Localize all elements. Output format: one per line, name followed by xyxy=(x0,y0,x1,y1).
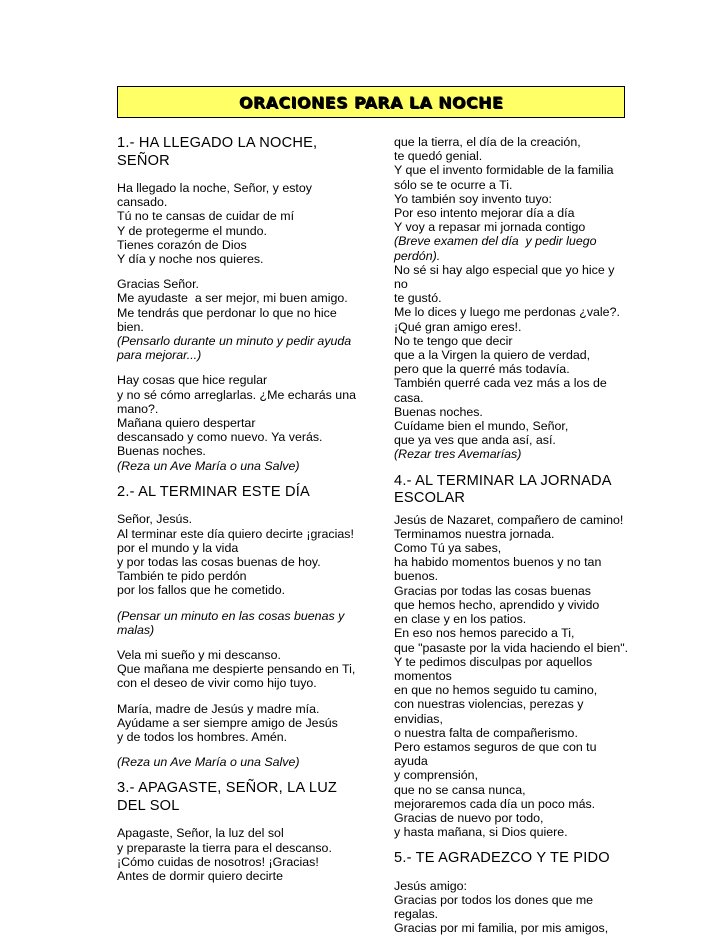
prayer-line: Gracias de nuevo por todo, xyxy=(394,810,544,825)
prayer-line: casa. xyxy=(394,390,424,405)
prayer-instruction: perdón). xyxy=(394,248,441,263)
paragraph-gap xyxy=(117,170,365,181)
prayer-line: Por eso intento mejorar día a día xyxy=(394,206,575,221)
prayer-instruction: malas) xyxy=(117,622,155,637)
section-heading: ESCOLAR xyxy=(394,490,466,507)
prayer-line: que ya ves que anda así, así. xyxy=(394,433,556,448)
prayer-line: con el deseo de vivir como hijo tuyo. xyxy=(117,676,317,691)
prayer-line: por los fallos que he cometido. xyxy=(117,583,286,598)
prayer-line: María, madre de Jesús y madre mía. xyxy=(117,701,320,716)
prayer-line: También querré cada vez más a los de xyxy=(394,376,607,391)
prayer-line: Me tendrás que perdonar lo que no hice xyxy=(117,305,337,320)
paragraph-gap xyxy=(117,769,365,780)
paragraph-gap xyxy=(394,462,630,473)
prayer-line: Como Tú ya sabes, xyxy=(394,541,502,556)
prayer-line: No sé si hay algo especial que yo hice y no xyxy=(394,262,618,292)
prayer-line: En eso nos hemos parecido a Ti, xyxy=(394,626,575,641)
prayer-instruction: (Breve examen del día y pedir luego xyxy=(394,234,597,249)
section-heading: 5.- TE AGRADEZCO Y TE PIDO xyxy=(394,850,610,867)
prayer-line: Tú no te cansas de cuidar de mí xyxy=(117,209,295,224)
prayer-line: por el mundo y la vida xyxy=(117,540,239,555)
prayer-line: Al terminar este día quiero decirte ¡gracias! xyxy=(117,526,354,541)
prayer-line: Ha llegado la noche, Señor, y estoy xyxy=(117,181,312,195)
prayer-line: ¡Qué gran amigo eres!. xyxy=(394,319,522,334)
prayer-line: Hay cosas que hice regular xyxy=(117,373,268,388)
prayer-line: Buenas noches. xyxy=(117,444,206,459)
prayer-line: Gracias Señor. xyxy=(117,277,199,292)
prayer-line: Yo también soy invento tuyo: xyxy=(394,191,552,206)
prayer-instruction: (Pensarlo durante un minuto y pedir ayuda xyxy=(117,334,352,349)
prayer-line: buenos. xyxy=(394,569,439,584)
section-heading: 1.- HA LLEGADO LA NOCHE, xyxy=(117,135,318,151)
prayer-line: Y que el invento formidable de la familia xyxy=(394,163,614,178)
prayer-line: y comprensión, xyxy=(394,768,479,783)
prayer-line: Me ayudaste a ser mejor, mi buen amigo. xyxy=(117,291,348,306)
paragraph-gap xyxy=(117,473,365,484)
prayer-line: cansado. xyxy=(117,195,168,210)
section-heading: 3.- APAGASTE, SEÑOR, LA LUZ xyxy=(117,780,338,797)
prayer-line: Apagaste, Señor, la luz del sol xyxy=(117,826,284,841)
prayer-line: Terminamos nuestra jornada. xyxy=(394,526,555,541)
prayer-line: pero que la querré más todavía. xyxy=(394,362,570,377)
prayer-instruction: (Pensar un minuto en las cosas buenas y xyxy=(117,608,345,623)
prayer-instruction: (Reza un Ave María o una Salve) xyxy=(117,755,300,770)
prayer-line: Jesús de Nazaret, compañero de camino! xyxy=(394,512,624,527)
prayer-line: que a la Virgen la quiero de verdad, xyxy=(394,348,591,363)
paragraph-gap xyxy=(117,598,365,609)
prayer-line: También te pido perdón xyxy=(117,569,247,584)
prayer-line: descansado y como nuevo. Ya verás. xyxy=(117,430,323,445)
prayer-line: Gracias por todas las cosas buenas xyxy=(394,583,591,598)
prayer-line: en clase y en los patios. xyxy=(394,612,527,627)
paragraph-gap xyxy=(117,501,365,512)
prayer-line: en que no hemos seguido tu camino, xyxy=(394,683,598,698)
prayer-line: con nuestras violencias, perezas y envidias, xyxy=(394,697,587,726)
prayer-line: te gustó. xyxy=(394,291,442,306)
prayer-line: Mañana quiero despertar xyxy=(117,416,256,431)
prayer-line: y preparaste la tierra para el descanso. xyxy=(117,840,332,855)
section-heading: 2.- AL TERMINAR ESTE DÍA xyxy=(117,483,310,500)
prayer-line: que no se cansa nunca, xyxy=(394,782,526,797)
paragraph-gap xyxy=(117,691,365,702)
section-heading: 4.- AL TERMINAR LA JORNADA xyxy=(394,472,612,489)
prayer-line: Señor, Jesús. xyxy=(117,512,193,527)
prayer-line: y de todos los hombres. Amén. xyxy=(117,730,288,744)
paragraph-gap xyxy=(394,868,630,879)
prayer-line: Me lo dices y luego me perdonas ¿vale?. xyxy=(394,305,620,320)
prayer-line: mano?. xyxy=(117,401,159,416)
prayer-line: te quedó genial. xyxy=(394,149,483,164)
prayer-line: sólo se te ocurre a Ti. xyxy=(394,177,513,192)
prayer-line: bien. xyxy=(117,319,144,334)
page-title: ORACIONES PARA LA NOCHE xyxy=(238,92,504,112)
prayer-line: o nuestra falta de compañerismo. xyxy=(394,725,578,740)
prayer-line: Que mañana me despierte pensando en Ti, xyxy=(117,662,356,677)
prayer-line: Buenas noches. xyxy=(394,404,483,419)
title-box xyxy=(117,86,625,118)
paragraph-gap xyxy=(117,744,365,755)
prayer-line: que la tierra, el día de la creación, xyxy=(394,135,581,149)
paragraph-gap xyxy=(117,266,365,277)
paragraph-gap xyxy=(117,637,365,648)
prayer-instruction: para mejorar...) xyxy=(117,348,202,363)
prayer-line: que hemos hecho, aprendido y vivido xyxy=(394,597,600,612)
paragraph-gap xyxy=(117,362,365,373)
prayer-line: mejoraremos cada día un poco más. xyxy=(394,796,596,811)
paragraph-gap xyxy=(394,839,630,850)
section-heading: SEÑOR xyxy=(117,152,170,169)
prayer-line: Antes de dormir quiero decirte xyxy=(117,869,283,884)
prayer-line: Y día y noche nos quieres. xyxy=(117,252,264,267)
prayer-line: Y de protegerme el mundo. xyxy=(117,223,267,238)
prayer-line: Y te pedimos disculpas por aquellos xyxy=(394,654,593,669)
prayer-line: Vela mi sueño y mi descanso. xyxy=(117,647,281,662)
prayer-line: Jesús amigo: xyxy=(394,878,468,893)
prayer-line: Y voy a repasar mi jornada contigo xyxy=(394,220,586,235)
prayer-line: momentos xyxy=(394,668,452,683)
left-column xyxy=(117,135,365,883)
prayer-line: Tienes corazón de Dios xyxy=(117,237,247,252)
prayer-line: y no sé cómo arreglarlas. ¿Me echarás una xyxy=(117,387,356,402)
prayer-line: Gracias por mi familia, por mis amigos, xyxy=(394,921,609,936)
prayer-line: Cuídame bien el mundo, Señor, xyxy=(394,419,569,434)
section-heading: DEL SOL xyxy=(117,797,180,814)
prayer-line: y por todas las cosas buenas de hoy. xyxy=(117,554,321,569)
prayer-instruction: (Rezar tres Avemarías) xyxy=(394,447,522,462)
prayer-instruction: (Reza un Ave María o una Salve) xyxy=(117,458,300,473)
paragraph-gap xyxy=(117,815,365,826)
prayer-line: Ayúdame a ser siempre amigo de Jesús xyxy=(117,715,338,730)
prayer-line: Gracias por todos los dones que me xyxy=(394,893,594,908)
prayer-line: que "pasaste por la vida haciendo el bien". xyxy=(394,640,629,655)
prayer-line: regalas. xyxy=(394,907,439,922)
prayer-line: ¡Cómo cuidas de nosotros! ¡Gracias! xyxy=(117,854,319,869)
prayer-line: No te tengo que decir xyxy=(394,333,513,348)
prayer-line: y hasta mañana, si Dios quiere. xyxy=(394,825,568,840)
prayer-line: ha habido momentos buenos y no tan xyxy=(394,555,602,570)
right-column xyxy=(394,135,630,936)
prayer-line: Pero estamos seguros de que con tu ayuda xyxy=(394,739,600,769)
